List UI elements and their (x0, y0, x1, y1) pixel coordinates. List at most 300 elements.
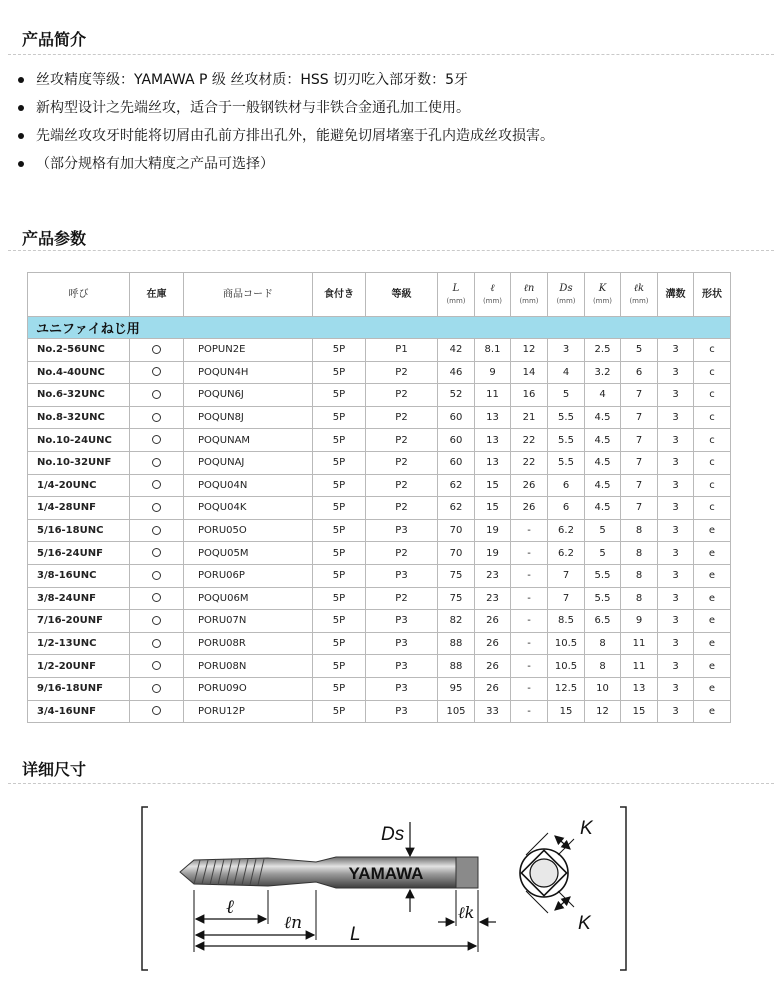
cell-k: 4.5 (585, 497, 621, 520)
intro-item-text: 丝攻精度等级：YAMAWA P 级 丝攻材质：HSS 切刃吃入部牙数：5牙 (36, 72, 469, 88)
cell-code: POQU04K (184, 497, 313, 520)
intro-list (16, 70, 554, 182)
cell-shape: e (694, 677, 731, 700)
stock-circle-icon (152, 548, 161, 557)
cell-code: POQU06M (184, 587, 313, 610)
stock-circle-icon (152, 345, 161, 354)
cell-stock (130, 610, 184, 633)
cell-shape: c (694, 474, 731, 497)
cell-L: 62 (438, 474, 475, 497)
cell-stock (130, 519, 184, 542)
cell-L: 70 (438, 542, 475, 565)
header-grade: 等級 (366, 273, 438, 317)
cell-l: 19 (475, 542, 511, 565)
bullet-icon (18, 105, 24, 111)
cell-code: PORU06P (184, 564, 313, 587)
cell-flutes: 3 (658, 361, 694, 384)
cell-stock (130, 339, 184, 362)
cell-k: 5 (585, 542, 621, 565)
cell-l: 19 (475, 519, 511, 542)
cell-k: 5 (585, 519, 621, 542)
cell-k: 8 (585, 632, 621, 655)
cell-ds: 4 (548, 361, 585, 384)
cell-shape: e (694, 610, 731, 633)
cell-k: 10 (585, 677, 621, 700)
cell-l: 26 (475, 632, 511, 655)
cell-bite: 5P (313, 542, 366, 565)
cell-ln: - (511, 632, 548, 655)
stock-circle-icon (152, 367, 161, 376)
cell-ln: - (511, 564, 548, 587)
cell-code: PORU12P (184, 700, 313, 723)
cell-l: 9 (475, 361, 511, 384)
intro-item (16, 154, 554, 182)
cell-shape: c (694, 361, 731, 384)
intro-title: 产品简介 (22, 30, 87, 49)
cell-ds: 10.5 (548, 632, 585, 655)
cell-stock (130, 542, 184, 565)
cell-ln: - (511, 677, 548, 700)
cell-k: 5.5 (585, 587, 621, 610)
intro-item (16, 70, 554, 98)
cell-k: 4 (585, 384, 621, 407)
table-row (28, 700, 731, 723)
stock-circle-icon (152, 390, 161, 399)
cell-ln: - (511, 519, 548, 542)
cell-L: 75 (438, 564, 475, 587)
cell-grade: P2 (366, 587, 438, 610)
cell-flutes: 3 (658, 519, 694, 542)
k-bottom-label: K (578, 913, 591, 934)
cell-grade: P2 (366, 406, 438, 429)
cell-k: 3.2 (585, 361, 621, 384)
cell-ln: 21 (511, 406, 548, 429)
cell-bite: 5P (313, 429, 366, 452)
stock-circle-icon (152, 616, 161, 625)
lk-label: ℓk (458, 903, 475, 922)
cell-flutes: 3 (658, 542, 694, 565)
cell-ln: 22 (511, 429, 548, 452)
cell-l: 11 (475, 384, 511, 407)
cell-bite: 5P (313, 700, 366, 723)
header-bite: 食付き (313, 273, 366, 317)
cell-ln: - (511, 610, 548, 633)
cell-shape: c (694, 384, 731, 407)
cell-code: POQUNAM (184, 429, 313, 452)
cell-L: 95 (438, 677, 475, 700)
cell-bite: 5P (313, 339, 366, 362)
cell-shape: c (694, 429, 731, 452)
cell-ln: 14 (511, 361, 548, 384)
cell-stock (130, 655, 184, 678)
intro-item (16, 126, 554, 154)
cell-k: 4.5 (585, 451, 621, 474)
cell-ds: 6.2 (548, 542, 585, 565)
cell-k: 8 (585, 655, 621, 678)
cell-stock (130, 497, 184, 520)
table-row (28, 587, 731, 610)
stock-circle-icon (152, 661, 161, 670)
cell-code: PORU07N (184, 610, 313, 633)
cell-name: 9/16-18UNF (28, 677, 130, 700)
cell-lk: 7 (621, 451, 658, 474)
cell-stock (130, 384, 184, 407)
cell-name: No.8-32UNC (28, 406, 130, 429)
cell-code: PORU09O (184, 677, 313, 700)
cell-shape: e (694, 587, 731, 610)
cell-code: POQUN6J (184, 384, 313, 407)
left-bracket (142, 807, 148, 970)
cell-code: POQU05M (184, 542, 313, 565)
cell-name: 1/2-20UNF (28, 655, 130, 678)
cell-stock (130, 361, 184, 384)
cell-l: 15 (475, 474, 511, 497)
header-l: ℓ (mm) (475, 273, 511, 317)
cell-flutes: 3 (658, 677, 694, 700)
cell-bite: 5P (313, 451, 366, 474)
cell-bite: 5P (313, 564, 366, 587)
cell-ds: 10.5 (548, 655, 585, 678)
cell-name: 3/4-16UNF (28, 700, 130, 723)
cell-ln: - (511, 587, 548, 610)
cell-lk: 8 (621, 542, 658, 565)
cell-flutes: 3 (658, 497, 694, 520)
cell-flutes: 3 (658, 474, 694, 497)
ds-label: Ds (381, 824, 405, 845)
cell-ds: 8.5 (548, 610, 585, 633)
cell-shape: e (694, 700, 731, 723)
table-row (28, 406, 731, 429)
cell-k: 4.5 (585, 429, 621, 452)
cell-L: 75 (438, 587, 475, 610)
cell-code: PORU05O (184, 519, 313, 542)
cell-code: PORU08R (184, 632, 313, 655)
cell-k: 2.5 (585, 339, 621, 362)
cell-ln: - (511, 655, 548, 678)
cell-ds: 3 (548, 339, 585, 362)
header-k: K (mm) (585, 273, 621, 317)
intro-item-text: 新构型设计之先端丝攻，适合于一般钢铁材与非铁合金通孔加工使用。 (36, 100, 470, 116)
cell-stock (130, 451, 184, 474)
intro-item-text: 先端丝攻攻牙时能将切屑由孔前方排出孔外，能避免切屑堵塞于孔内造成丝攻损害。 (36, 128, 554, 144)
cell-shape: e (694, 519, 731, 542)
cell-ln: 16 (511, 384, 548, 407)
cell-L: 70 (438, 519, 475, 542)
cell-flutes: 3 (658, 429, 694, 452)
stock-circle-icon (152, 639, 161, 648)
cell-name: No.2-56UNC (28, 339, 130, 362)
cell-name: 5/16-18UNC (28, 519, 130, 542)
cell-ds: 7 (548, 564, 585, 587)
table-row (28, 519, 731, 542)
cell-flutes: 3 (658, 700, 694, 723)
cell-name: No.6-32UNC (28, 384, 130, 407)
table-row (28, 384, 731, 407)
stock-circle-icon (152, 458, 161, 467)
params-title: 产品参数 (22, 229, 87, 248)
cell-name: No.10-32UNF (28, 451, 130, 474)
cell-shape: c (694, 339, 731, 362)
intro-item-text: （部分规格有加大精度之产品可选择） (36, 156, 274, 172)
cell-L: 60 (438, 429, 475, 452)
stock-circle-icon (152, 503, 161, 512)
cell-ds: 5.5 (548, 451, 585, 474)
tap-end-view (520, 833, 574, 913)
cell-l: 26 (475, 655, 511, 678)
cell-L: 62 (438, 497, 475, 520)
cell-l: 26 (475, 610, 511, 633)
header-flutes: 溝数 (658, 273, 694, 317)
cell-grade: P2 (366, 542, 438, 565)
cell-lk: 7 (621, 497, 658, 520)
intro-divider (8, 54, 774, 55)
cell-grade: P2 (366, 474, 438, 497)
table-row (28, 497, 731, 520)
header-code: 商品コード (184, 273, 313, 317)
cell-grade: P2 (366, 429, 438, 452)
cell-ln: 26 (511, 474, 548, 497)
cell-ln: - (511, 542, 548, 565)
cell-flutes: 3 (658, 610, 694, 633)
cell-name: No.4-40UNC (28, 361, 130, 384)
cell-shape: e (694, 564, 731, 587)
cell-flutes: 3 (658, 564, 694, 587)
cell-bite: 5P (313, 655, 366, 678)
cell-lk: 8 (621, 519, 658, 542)
cell-ln: 22 (511, 451, 548, 474)
cell-shape: c (694, 406, 731, 429)
dimensions-divider (8, 783, 774, 784)
cell-stock (130, 406, 184, 429)
cell-code: POQUN8J (184, 406, 313, 429)
cell-ln: 26 (511, 497, 548, 520)
cell-lk: 13 (621, 677, 658, 700)
cell-L: 60 (438, 451, 475, 474)
tap-dimension-diagram (138, 802, 630, 974)
cell-ds: 5 (548, 384, 585, 407)
cell-k: 4.5 (585, 474, 621, 497)
cell-lk: 11 (621, 655, 658, 678)
cell-l: 8.1 (475, 339, 511, 362)
cell-flutes: 3 (658, 451, 694, 474)
cell-code: POPUN2E (184, 339, 313, 362)
cell-shape: e (694, 632, 731, 655)
table-row (28, 632, 731, 655)
cell-name: 3/8-24UNF (28, 587, 130, 610)
cell-grade: P2 (366, 361, 438, 384)
cell-code: POQUNAJ (184, 451, 313, 474)
cell-stock (130, 429, 184, 452)
table-row (28, 677, 731, 700)
cell-shape: c (694, 451, 731, 474)
stock-circle-icon (152, 684, 161, 693)
cell-l: 13 (475, 406, 511, 429)
cell-grade: P3 (366, 700, 438, 723)
cell-bite: 5P (313, 519, 366, 542)
stock-circle-icon (152, 593, 161, 602)
cell-grade: P3 (366, 519, 438, 542)
stock-circle-icon (152, 480, 161, 489)
cell-k: 12 (585, 700, 621, 723)
cell-lk: 7 (621, 429, 658, 452)
cell-l: 13 (475, 451, 511, 474)
cell-stock (130, 677, 184, 700)
header-ln: ℓn (mm) (511, 273, 548, 317)
stock-circle-icon (152, 526, 161, 535)
cell-L: 46 (438, 361, 475, 384)
cell-l: 26 (475, 677, 511, 700)
k-top-label: K (580, 818, 593, 839)
cell-bite: 5P (313, 384, 366, 407)
dimensions-title: 详细尺寸 (22, 760, 87, 779)
cell-l: 15 (475, 497, 511, 520)
tap-body (180, 857, 478, 888)
params-divider (8, 250, 774, 251)
group-label: ユニファイねじ用 (28, 317, 731, 339)
cell-name: 1/4-28UNF (28, 497, 130, 520)
table-row (28, 542, 731, 565)
cell-shape: e (694, 655, 731, 678)
cell-l: 13 (475, 429, 511, 452)
cell-L: 82 (438, 610, 475, 633)
cell-lk: 7 (621, 474, 658, 497)
cell-lk: 7 (621, 384, 658, 407)
cell-stock (130, 632, 184, 655)
cell-flutes: 3 (658, 406, 694, 429)
cell-code: POQUN4H (184, 361, 313, 384)
cell-flutes: 3 (658, 339, 694, 362)
cell-stock (130, 474, 184, 497)
cell-lk: 7 (621, 406, 658, 429)
cell-code: POQU04N (184, 474, 313, 497)
cell-shape: e (694, 542, 731, 565)
cell-shape: c (694, 497, 731, 520)
cell-name: 7/16-20UNF (28, 610, 130, 633)
cell-lk: 5 (621, 339, 658, 362)
cell-grade: P2 (366, 451, 438, 474)
cell-bite: 5P (313, 361, 366, 384)
cell-ds: 6.2 (548, 519, 585, 542)
cell-name: 1/2-13UNC (28, 632, 130, 655)
cell-grade: P3 (366, 677, 438, 700)
bullet-icon (18, 133, 24, 139)
cell-ds: 12.5 (548, 677, 585, 700)
header-name: 呼び (28, 273, 130, 317)
cell-L: 60 (438, 406, 475, 429)
cell-lk: 11 (621, 632, 658, 655)
cell-bite: 5P (313, 677, 366, 700)
table-row (28, 474, 731, 497)
stock-circle-icon (152, 706, 161, 715)
cell-bite: 5P (313, 474, 366, 497)
cell-lk: 8 (621, 564, 658, 587)
cell-ds: 15 (548, 700, 585, 723)
intro-item (16, 98, 554, 126)
table-row (28, 339, 731, 362)
cell-l: 33 (475, 700, 511, 723)
cell-grade: P2 (366, 497, 438, 520)
cell-bite: 5P (313, 587, 366, 610)
cell-lk: 8 (621, 587, 658, 610)
table-header-row (28, 273, 731, 317)
cell-code: PORU08N (184, 655, 313, 678)
group-row (28, 317, 731, 339)
cell-ds: 6 (548, 497, 585, 520)
stock-circle-icon (152, 571, 161, 580)
header-stock: 在庫 (130, 273, 184, 317)
cell-L: 105 (438, 700, 475, 723)
cell-ds: 7 (548, 587, 585, 610)
header-shape: 形状 (694, 273, 731, 317)
cell-grade: P2 (366, 384, 438, 407)
table-row (28, 655, 731, 678)
right-bracket (620, 807, 626, 970)
cell-name: 5/16-24UNF (28, 542, 130, 565)
cell-stock (130, 700, 184, 723)
cell-ln: 12 (511, 339, 548, 362)
header-ds: Ds (mm) (548, 273, 585, 317)
cell-lk: 6 (621, 361, 658, 384)
table-row (28, 610, 731, 633)
cell-flutes: 3 (658, 655, 694, 678)
cell-k: 5.5 (585, 564, 621, 587)
table-row (28, 564, 731, 587)
cell-grade: P3 (366, 564, 438, 587)
cell-l: 23 (475, 564, 511, 587)
cell-grade: P3 (366, 632, 438, 655)
cell-grade: P3 (366, 610, 438, 633)
cell-flutes: 3 (658, 587, 694, 610)
header-lk: ℓk (mm) (621, 273, 658, 317)
cell-bite: 5P (313, 610, 366, 633)
cell-flutes: 3 (658, 384, 694, 407)
cell-name: 3/8-16UNC (28, 564, 130, 587)
cell-grade: P3 (366, 655, 438, 678)
params-table (27, 272, 731, 723)
stock-circle-icon (152, 435, 161, 444)
cell-name: 1/4-20UNC (28, 474, 130, 497)
ln-label: ℓn (284, 913, 303, 933)
cell-L: 88 (438, 632, 475, 655)
cell-bite: 5P (313, 632, 366, 655)
header-L: L (mm) (438, 273, 475, 317)
table-row (28, 429, 731, 452)
table-row (28, 451, 731, 474)
cell-ds: 5.5 (548, 406, 585, 429)
stock-circle-icon (152, 413, 161, 422)
cell-ds: 5.5 (548, 429, 585, 452)
params-table-body (28, 317, 731, 723)
cell-bite: 5P (313, 406, 366, 429)
cell-ds: 6 (548, 474, 585, 497)
cell-stock (130, 564, 184, 587)
cell-ln: - (511, 700, 548, 723)
cell-stock (130, 587, 184, 610)
cell-bite: 5P (313, 497, 366, 520)
l-label: ℓ (226, 896, 234, 918)
bullet-icon (18, 77, 24, 83)
L-label: L (350, 924, 361, 945)
table-row (28, 361, 731, 384)
bullet-icon (18, 161, 24, 167)
cell-L: 42 (438, 339, 475, 362)
cell-k: 4.5 (585, 406, 621, 429)
brand-label: YAMAWA (348, 864, 424, 883)
cell-flutes: 3 (658, 632, 694, 655)
cell-name: No.10-24UNC (28, 429, 130, 452)
cell-l: 23 (475, 587, 511, 610)
cell-lk: 15 (621, 700, 658, 723)
